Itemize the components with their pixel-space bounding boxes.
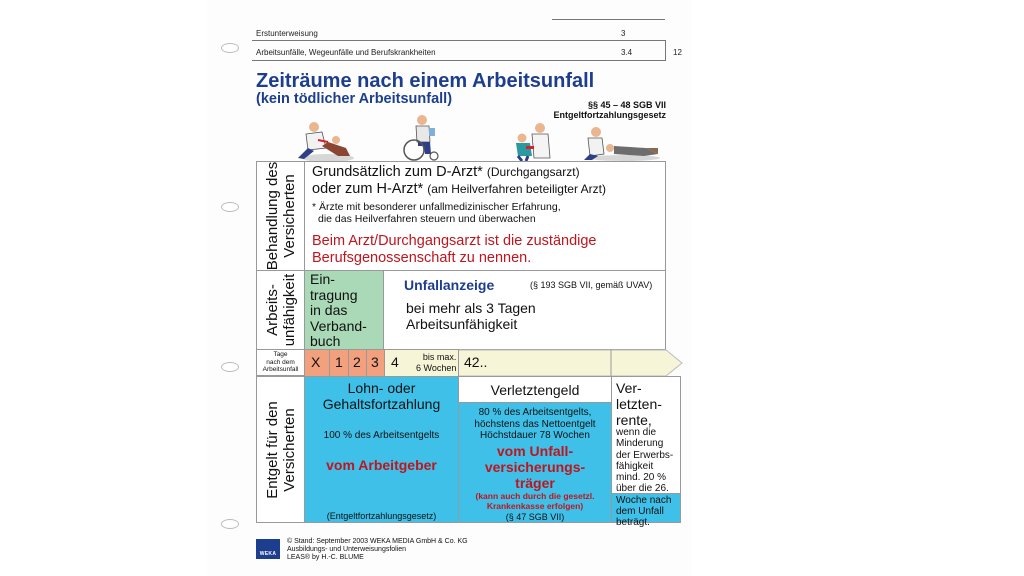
continued-pay-title-line: Gehaltsfortzahlung	[322, 396, 441, 412]
header-topic: Arbeitsunfälle, Wegeunfälle und Berufskrankheiten	[256, 48, 436, 57]
accident-report-reference: (§ 193 SGB VII, gemäß UVAV)	[530, 280, 653, 290]
accident-report-text: bei mehr als 3 Tagen	[406, 300, 536, 316]
injury-pension-text	[616, 427, 673, 529]
header-line	[252, 40, 666, 41]
accident-book-line: Ein-	[310, 271, 335, 287]
treatment-sub: (am Heilverfahren beteiligter Arzt)	[427, 182, 606, 196]
injury-pension-line: Minderung	[616, 438, 664, 450]
treatment-line	[312, 181, 606, 197]
header-section-number: 3	[621, 29, 626, 38]
treatment-main: oder zum H-Arzt*	[312, 181, 424, 197]
days-label-line: Arbeitsunfall	[262, 366, 299, 373]
footer-line: © Stand: September 2003 WEKA MEDIA GmbH & Co. KG	[287, 538, 468, 545]
injury-pension-title	[616, 380, 662, 428]
header-section: Erstunterweisung	[256, 29, 318, 38]
treatment-sub: (Durchgangsarzt)	[486, 165, 580, 179]
treatment-red-text: Beim Arzt/Durchgangsarzt ist die zuständige	[312, 233, 597, 249]
accident-report-text: Arbeitsunfähigkeit	[406, 316, 518, 332]
header-topic-number: 3.4	[621, 48, 633, 57]
day-max	[416, 352, 456, 374]
publisher-logo	[256, 539, 280, 559]
day-2: 2	[353, 354, 361, 370]
row-label-line: unfähigkeit	[280, 273, 298, 347]
row-label-line: Behandlung des	[263, 161, 281, 271]
day-max-line: bis max.	[422, 352, 457, 362]
injury-pension-line: mind. 20 %	[616, 472, 667, 484]
row-label-line: Entgelt für den	[263, 400, 281, 499]
injury-benefit-text	[458, 407, 612, 442]
doctor-examination-illustration-icon	[512, 122, 554, 162]
law-reference: §§ 45 – 48 SGB VII	[587, 100, 666, 110]
day-3: 3	[371, 354, 379, 370]
treatment-note: * Ärzte mit besonderer unfallmedizinischer Erfahrung,	[312, 201, 561, 213]
treatment-line	[312, 164, 580, 180]
row-label-line: Versicherten	[280, 407, 298, 492]
continued-pay-employer: vom Arbeitgeber	[326, 457, 437, 473]
days-label	[258, 351, 303, 374]
punch-hole	[221, 362, 239, 372]
treatment-note: die das Heilverfahren steuern und überwachen	[318, 213, 536, 225]
treatment-red-text: Berufsgenossenschaft zu nennen.	[312, 250, 532, 266]
footer-line: Ausbildungs- und Unterweisungsfolien	[287, 546, 407, 553]
row-label-pay	[256, 376, 305, 523]
continued-pay-percent: 100 % des Arbeitsentgelts	[323, 430, 440, 441]
accident-report-title: Unfallanzeige	[404, 277, 495, 293]
injury-pension-title-line: rente,	[616, 412, 652, 428]
accident-book-line: tragung	[310, 286, 358, 303]
treatment-main: Grundsätzlich zum D-Arzt*	[312, 164, 483, 180]
accident-book-text	[310, 272, 367, 350]
injury-pension-line: wenn die	[616, 427, 657, 438]
row-label-line: Versicherten	[280, 174, 298, 258]
header-line	[665, 40, 666, 60]
injury-benefit-insurer-line: versicherungs-	[484, 459, 586, 475]
injury-benefit-line: 80 % des Arbeitsentgelts,	[478, 407, 592, 418]
injury-pension-title-line: Ver-	[616, 380, 642, 396]
row-label-incapacity	[256, 270, 305, 350]
continued-pay-title-line: Lohn- oder	[347, 380, 416, 396]
wheelchair-illustration-icon	[403, 114, 443, 162]
injury-benefit-title: Verletztengeld	[490, 382, 580, 398]
law-reference: Entgeltfortzahlungsgesetz	[553, 110, 666, 120]
injury-benefit-insurer	[458, 443, 612, 491]
accident-book-line: buch	[310, 333, 341, 349]
injury-pension-line: über die 26.	[616, 483, 669, 495]
header-line	[552, 19, 665, 20]
page-title: Zeiträume nach einem Arbeitsunfall	[256, 70, 595, 92]
day-1: 1	[335, 354, 343, 370]
injury-benefit-line: Höchstdauer 78 Wochen	[480, 430, 590, 441]
accident-book-line: Verband-	[310, 317, 367, 334]
row-label-treatment	[256, 161, 305, 271]
publisher-logo-text: WEKA	[259, 551, 277, 557]
page-number: 12	[673, 48, 682, 57]
punch-hole	[221, 43, 239, 53]
injury-benefit-law: (§ 47 SGB VII)	[505, 512, 565, 522]
injury-pension-line: der Erwerbs-	[616, 449, 674, 461]
continued-pay-law: (Entgeltfortzahlungsgesetz)	[326, 511, 437, 521]
row-label-line: Arbeits-	[263, 284, 281, 336]
injury-benefit-note-line: (kann auch durch die gesetzl.	[475, 491, 595, 501]
injury-benefit-line: höchstens das Nettoentgelt	[474, 418, 596, 430]
injury-benefit-insurer-line: vom Unfall-	[496, 443, 574, 459]
days-label-line: Tage	[273, 351, 288, 358]
header-line	[252, 60, 666, 61]
injury-benefit-note-line: Krankenkasse erfolgen)	[486, 501, 584, 511]
punch-hole	[221, 202, 239, 212]
injury-benefit-note	[458, 491, 612, 511]
page-subtitle: (kein tödlicher Arbeitsunfall)	[256, 91, 453, 107]
continued-pay-title	[304, 380, 459, 412]
injury-pension-title-line: letzten-	[616, 396, 662, 412]
injury-pension-line: Woche nach	[616, 494, 672, 506]
day-max-line: 6 Wochen	[416, 363, 457, 373]
recovery-position-illustration-icon	[580, 126, 662, 162]
day-x: X	[311, 354, 321, 370]
footer-line: LEAS® by H.-C. BLUME	[287, 554, 364, 561]
footer-text	[287, 538, 468, 562]
injury-pension-line: beträgt.	[616, 517, 650, 529]
day-42: 42..	[464, 354, 488, 370]
injury-benefit-insurer-line: träger	[515, 475, 555, 491]
first-aid-illustration-icon	[288, 118, 356, 162]
injury-pension-line: fähigkeit	[616, 460, 654, 472]
days-label-line: nach dem	[266, 358, 295, 366]
day-4: 4	[391, 354, 399, 370]
injury-pension-line: dem Unfall	[616, 506, 664, 518]
punch-hole	[221, 519, 239, 529]
accident-book-line: in das	[310, 302, 348, 318]
